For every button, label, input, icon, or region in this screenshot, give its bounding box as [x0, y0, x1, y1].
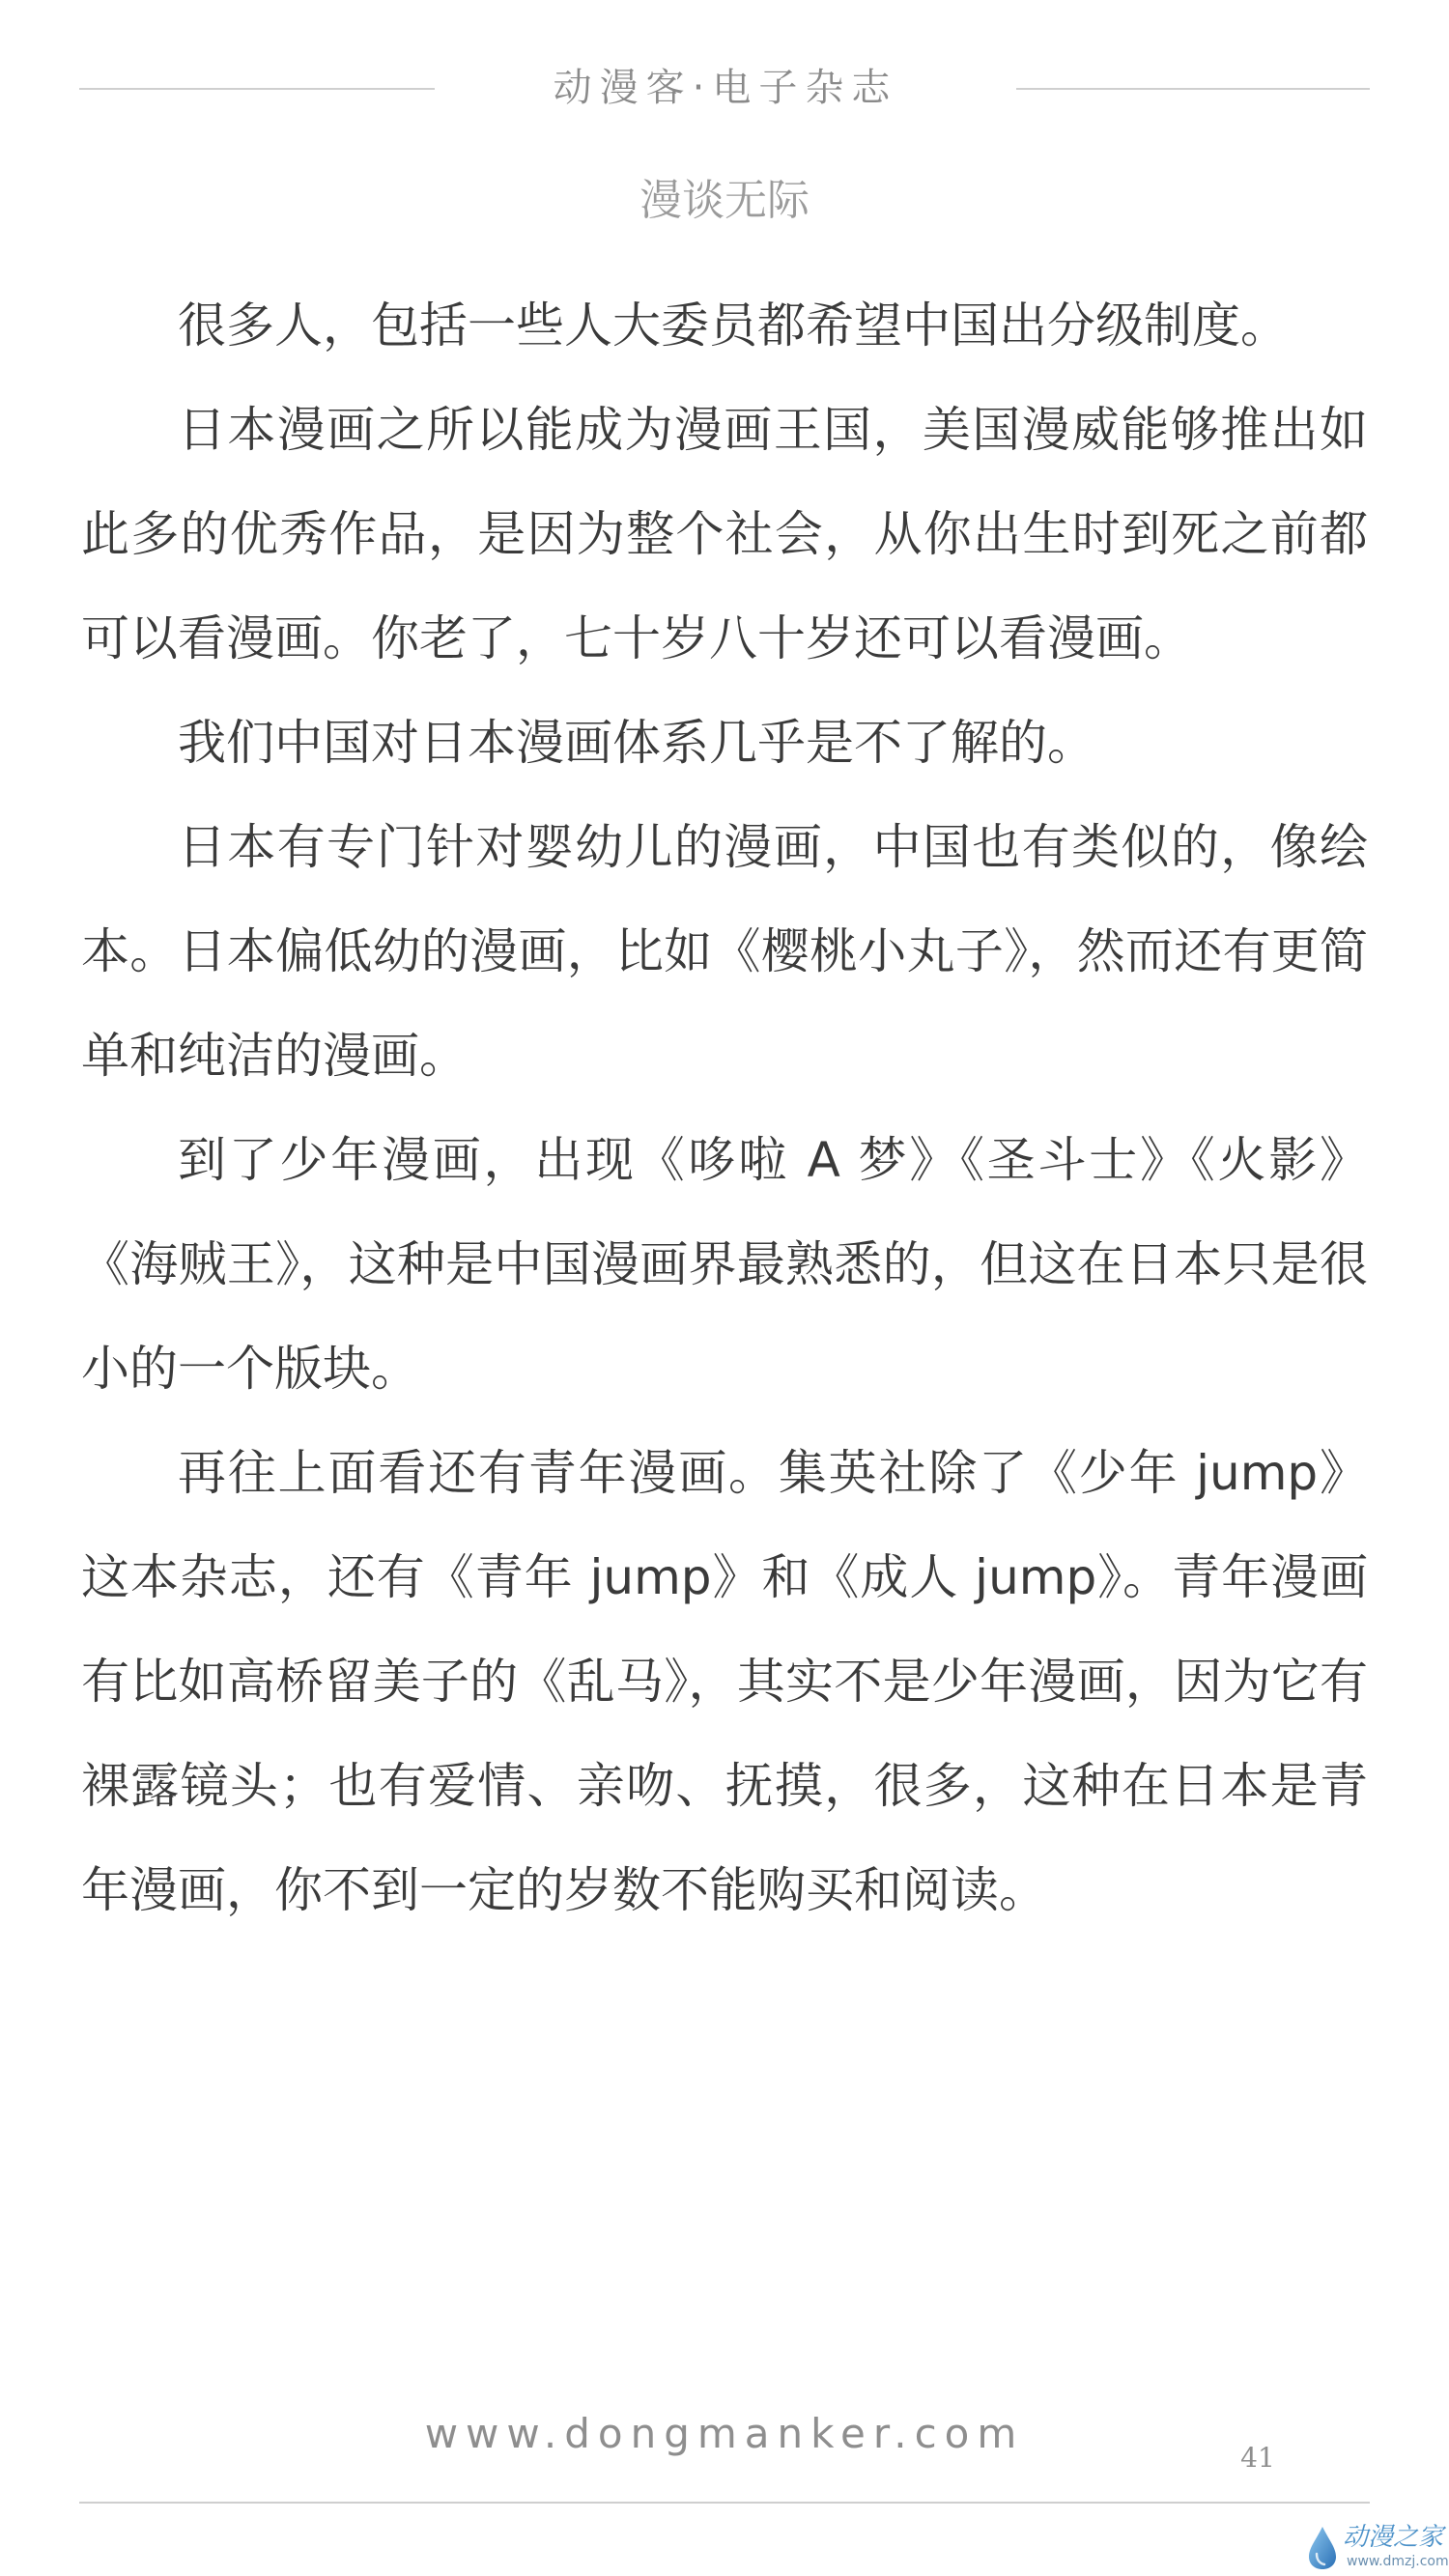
paragraph: 再往上面看还有青年漫画。集英社除了《少年 jump》这本杂志，还有《青年 jump》和《成人 jump》。青年漫画有比如高桥留美子的《乱马》，其实不是少年漫画，因为它有裸露镜头；也有爱情、亲吻、抚摸，很多，这种在日本是青年漫画，你不到一定的岁数不能购买和阅读。 [81, 1445, 1368, 1918]
footer-url: www.dongmanker.com [424, 2410, 1025, 2457]
header-rule-left [79, 88, 435, 90]
magazine-title: 动漫客·电子杂志 [553, 66, 898, 110]
paragraph: 日本有专门针对婴幼儿的漫画，中国也有类似的，像绘本。日本偏低幼的漫画，比如《樱桃小丸子》，然而还有更简单和纯洁的漫画。 [81, 819, 1368, 1084]
article-body [81, 273, 1368, 1942]
watermark-logo [1306, 2523, 1449, 2573]
watermark-url: www.dmzj.com [1347, 2554, 1449, 2569]
page-number: 41 [1240, 2442, 1275, 2474]
paragraph: 很多人，包括一些人大委员都希望中国出分级制度。 [178, 297, 1289, 354]
watermark-brand: 动漫之家 [1343, 2523, 1444, 2552]
header-rule-right [1016, 88, 1370, 90]
water-drop-icon [1306, 2525, 1339, 2571]
paragraph: 日本漫画之所以能成为漫画王国，美国漫威能够推出如此多的优秀作品，是因为整个社会，从你出生时到死之前都可以看漫画。你老了，七十岁八十岁还可以看漫画。 [81, 402, 1368, 666]
paragraph: 我们中国对日本漫画体系几乎是不了解的。 [178, 715, 1095, 771]
paragraph: 到了少年漫画，出现《哆啦 A 梦》《圣斗士》《火影》《海贼王》，这种是中国漫画界最熟悉的，但这在日本只是很小的一个版块。 [81, 1132, 1368, 1397]
column-title: 漫谈无际 [639, 176, 810, 225]
footer-rule [79, 2502, 1370, 2504]
